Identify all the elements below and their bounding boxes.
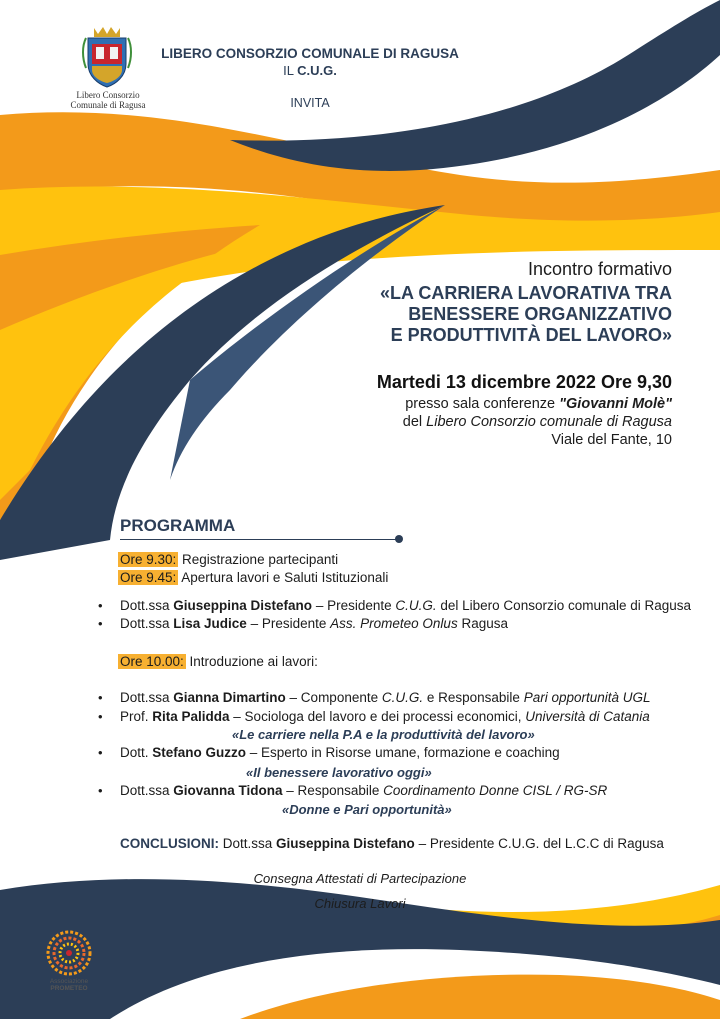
event-location	[403, 395, 672, 449]
closing-line: Chiusura Lavori	[314, 896, 406, 911]
venue-hall: "Giovanni Molè"	[559, 396, 672, 412]
speaker-org: C.U.G.	[381, 690, 424, 705]
greeting-item	[120, 616, 508, 631]
talk-title: «Donne e Pari opportunità»	[282, 802, 452, 817]
invite-label: INVITA	[290, 96, 330, 110]
venue-address: Viale del Fante, 10	[551, 432, 672, 448]
speaker-item	[120, 709, 650, 724]
logo-caption	[40, 978, 98, 992]
slot-945-text: Apertura lavori e Saluti Istituzionali	[178, 570, 389, 585]
venue-line2-prefix: del	[402, 414, 427, 430]
speaker-org: Coordinamento Donne CISL / RG-SR	[383, 783, 608, 798]
event-title-line1: «LA CARRIERA LAVORATIVA TRA	[380, 283, 672, 303]
slot-930	[118, 552, 338, 567]
speaker-title: Dott.	[120, 745, 153, 760]
greeting-title: Dott.ssa	[120, 598, 174, 613]
speaker-item	[120, 690, 651, 705]
crest-caption-line1: Libero Consorzio	[76, 90, 140, 100]
conclusions-title: Dott.ssa	[219, 836, 277, 851]
event-date: Martedi 13 dicembre 2022 Ore 9,30	[376, 372, 672, 392]
program-divider	[120, 539, 398, 540]
venue-line2	[403, 413, 672, 431]
speaker-name: Gianna Dimartino	[173, 690, 286, 705]
venue-org: Libero Consorzio comunale di Ragusa	[426, 414, 672, 430]
greeting-rest: del Libero Consorzio comunale di Ragusa	[436, 598, 692, 613]
crest-caption-line2: Comunale di Ragusa	[70, 100, 146, 110]
conclusions-role: – Presidente C.U.G. del L.C.C di Ragusa	[414, 836, 664, 851]
program-title: PROGRAMMA	[120, 516, 236, 535]
event-title-line2: BENESSERE ORGANIZZATIVO	[408, 304, 672, 324]
event-title-line3: E PRODUTTIVITÀ DEL LAVORO»	[390, 325, 672, 345]
speaker-title: Dott.ssa	[120, 783, 174, 798]
venue-prefix: presso sala conferenze	[405, 396, 560, 412]
slot-1000-time: Ore 10.00:	[120, 654, 184, 669]
greeting-org: C.U.G.	[395, 598, 437, 613]
speaker-name: Rita Palidda	[152, 709, 230, 724]
greeting-org: Ass. Prometeo Onlus	[330, 616, 458, 631]
greeting-title: Dott.ssa	[120, 616, 174, 631]
prometeo-logo-icon	[46, 930, 92, 976]
greeting-name: Lisa Judice	[173, 616, 247, 631]
speaker-role: – Sociologa del lavoro e dei processi economici,	[229, 709, 526, 724]
program-divider-dot	[395, 535, 403, 543]
speaker-role: – Responsabile	[282, 783, 384, 798]
cug-name: C.U.G.	[297, 63, 337, 78]
event-kicker: Incontro formativo	[527, 259, 672, 279]
speaker-org: Università di Catania	[525, 709, 650, 724]
greeting-name: Giuseppina Distefano	[173, 598, 313, 613]
greeting-item	[120, 598, 691, 613]
conclusions-name: Giuseppina Distefano	[276, 836, 415, 851]
venue-line1	[403, 395, 672, 413]
cug-prefix: IL	[283, 63, 298, 78]
top-navy-swoosh	[230, 0, 720, 171]
ragusa-crest-icon	[82, 24, 132, 88]
speaker-role: – Esperto in Risorse umane, formazione e coaching	[246, 745, 560, 760]
speaker-item	[120, 745, 560, 760]
crest-caption	[66, 90, 150, 110]
speaker-role2: e Responsabile	[423, 690, 524, 705]
slot-930-time: Ore 9.30:	[120, 552, 177, 567]
speaker-role: – Componente	[285, 690, 382, 705]
speaker-name: Giovanna Tidona	[173, 783, 283, 798]
cug-line	[150, 63, 470, 78]
speaker-name: Stefano Guzzo	[152, 745, 247, 760]
speaker-title: Prof.	[120, 709, 153, 724]
talk-title: «Le carriere nella P.A e la produttività del lavoro»	[232, 727, 535, 742]
logo-caption-line1: Associazione	[49, 978, 89, 985]
slot-945	[118, 570, 388, 585]
organizer-name: LIBERO CONSORZIO COMUNALE DI RAGUSA	[161, 46, 459, 61]
speaker-title: Dott.ssa	[120, 690, 174, 705]
greeting-rest: Ragusa	[457, 616, 508, 631]
speaker-org2: Pari opportunità UGL	[523, 690, 651, 705]
greeting-role: – Presidente	[312, 598, 396, 613]
slot-1000-text: Introduzione ai lavori:	[185, 654, 318, 669]
slot-930-text: Registrazione partecipanti	[178, 552, 339, 567]
speaker-item	[120, 783, 607, 798]
slot-945-time: Ore 9.45:	[120, 570, 177, 585]
talk-title: «Il benessere lavorativo oggi»	[246, 765, 432, 780]
logo-caption-line2: PROMETEO	[50, 985, 88, 992]
event-title	[380, 283, 672, 346]
greeting-role: – Presidente	[246, 616, 331, 631]
certificates-line: Consegna Attestati di Partecipazione	[253, 871, 467, 886]
conclusions-label: CONCLUSIONI:	[120, 836, 219, 851]
slot-1000	[118, 654, 318, 669]
conclusions	[120, 836, 664, 851]
